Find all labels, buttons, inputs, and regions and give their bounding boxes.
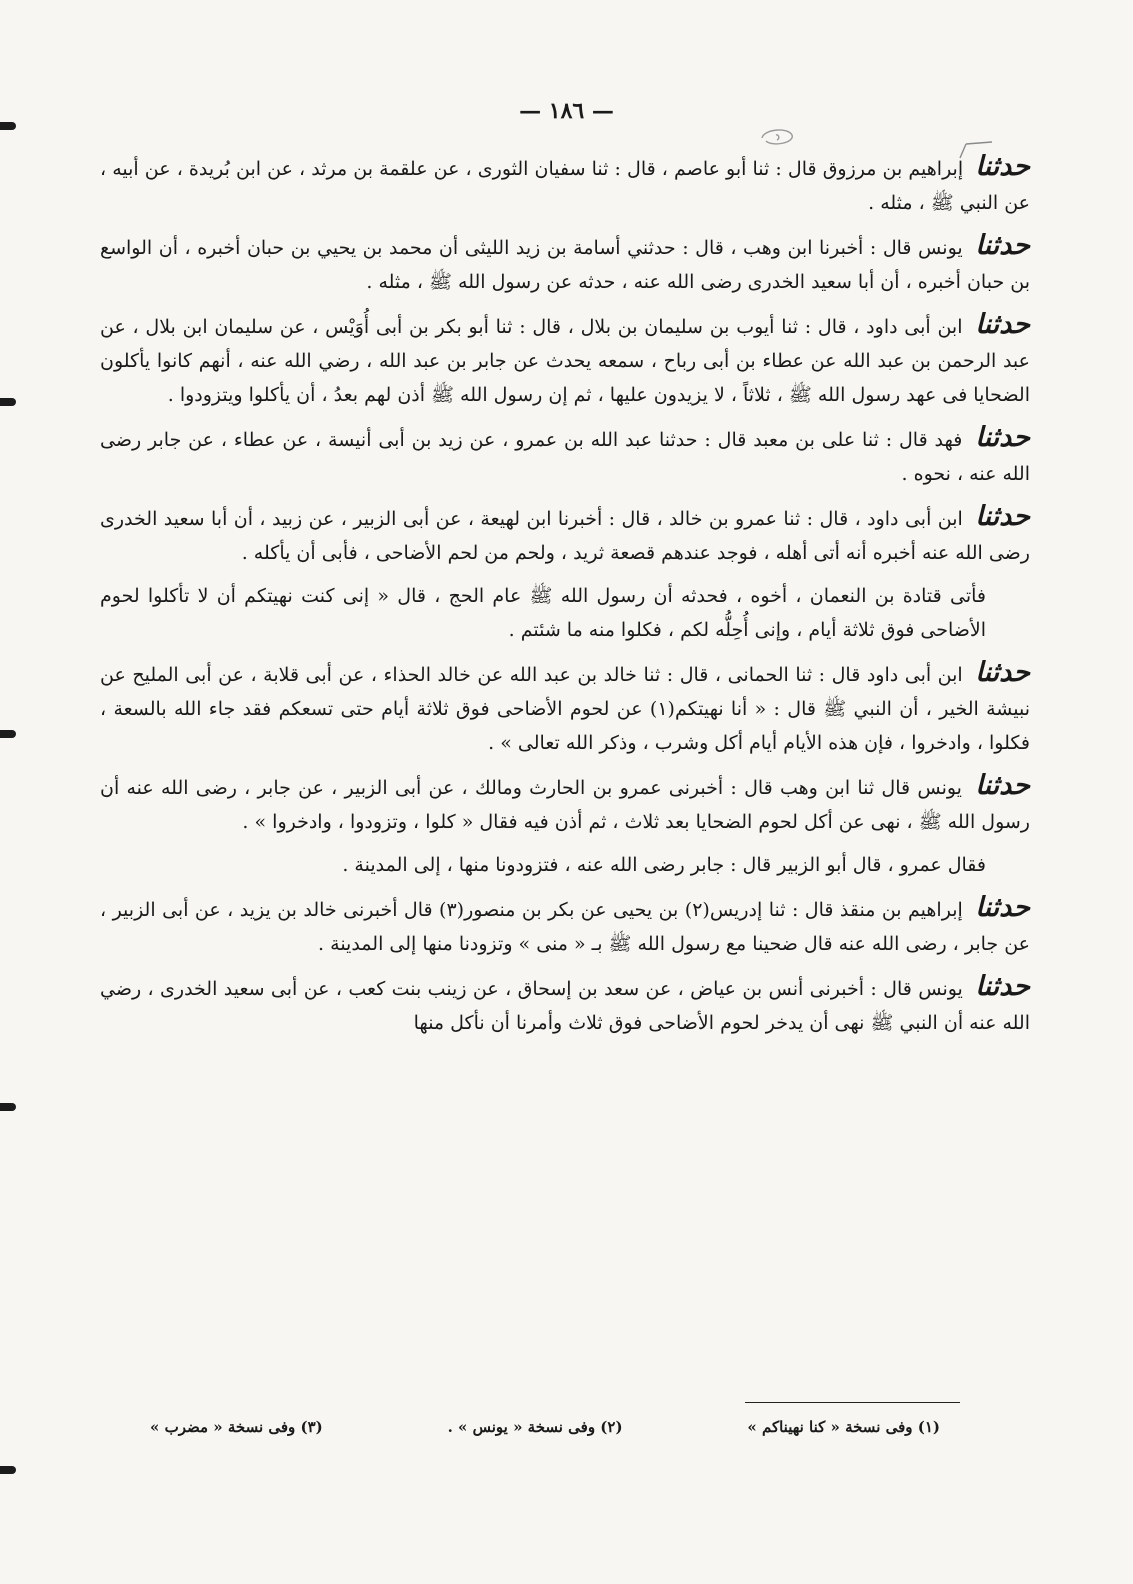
hadith-text: إبراهيم بن منقذ قال : ثنا إدريس(٢) بن يحيى عن بكر بن منصور(٣) قال أخبرنى خالد بن يزيد ، عن أبى الزبير ، عن جابر ، رضى الله عنه قال ضحينا مع رسول الله ﷺ بـ « منى » وتزودنا منها إلى المدينة . bbox=[100, 899, 1030, 955]
hadith-text: فأتى قتادة بن النعمان ، أخوه ، فحدثه أن رسول الله ﷺ عام الحج ، قال « إنى كنت نهيتكم أن لا تأكلوا لحوم الأضاحى فوق ثلاثة أيام ، وإنى أُحِلُّه لكم ، فكلوا منه ما شئتم . bbox=[100, 585, 986, 641]
hadith-paragraph bbox=[100, 150, 1030, 220]
binding-mark bbox=[0, 1103, 16, 1111]
page-number: — ١٨٦ — bbox=[519, 98, 614, 124]
hadith-text: يونس قال ثنا ابن وهب قال : أخبرنى عمرو بن الحارث ومالك ، عن أبى الزبير ، عن جابر ، رضى الله عنه أن رسول الله ﷺ ، نهى عن أكل لحوم الضحايا بعد ثلاث ، ثم أذن فيه فقال « كلوا ، وتزودوا ، وادخروا » . bbox=[100, 777, 1030, 833]
hadith-continuation bbox=[100, 579, 1030, 647]
footnote-1: (١) وفى نسخة « كنا نهيناكم » bbox=[747, 1418, 940, 1436]
hadith-paragraph bbox=[100, 421, 1030, 491]
binding-mark bbox=[0, 730, 16, 738]
hadith-paragraph bbox=[100, 500, 1030, 570]
hadith-paragraph bbox=[100, 769, 1030, 839]
hadith-lead-word: حدثنا bbox=[975, 971, 1030, 1002]
hadith-text: فقال عمرو ، قال أبو الزبير قال : جابر رضى الله عنه ، فتزودونا منها ، إلى المدينة . bbox=[342, 854, 986, 876]
footnotes bbox=[150, 1418, 940, 1436]
hadith-text: ابن أبى داود ، قال : ثنا أيوب بن سليمان بن بلال ، قال : ثنا أبو بكر بن أبى أُوَيْس ، عن سليمان ابن بلال ، عن عبد الرحمن بن عبد الله عن عطاء بن أبى رباح ، سمعه يحدث عن جابر بن عبد الله ، رضي الله عنه ، أنهم كانوا يأكلون الضحايا فى عهد رسول الله ﷺ ، ثلاثاً ، لا يزيدون عليها ، ثم إن رسول الله ﷺ أذن لهم بعدُ ، أن يأكلوا ويتزودوا . bbox=[100, 316, 1030, 406]
hadith-text: يونس قال : أخبرنى أنس بن عياض ، عن سعد بن إسحاق ، عن زينب بنت كعب ، عن أبى سعيد الخدرى ، رضي الله عنه أن النبي ﷺ نهى أن يدخر لحوم الأضاحى فوق ثلاث وأمرنا أن نأكل منها bbox=[100, 978, 1030, 1034]
hadith-text: إبراهيم بن مرزوق قال : ثنا أبو عاصم ، قال : ثنا سفيان الثورى ، عن علقمة بن مرثد ، عن ابن بُريدة ، عن أبيه ، عن النبي ﷺ ، مثله . bbox=[100, 158, 1030, 214]
hadith-lead-word: حدثنا bbox=[975, 770, 1030, 801]
hadith-continuation bbox=[100, 848, 1030, 882]
hadith-text: ابن أبى داود ، قال : ثنا عمرو بن خالد ، قال : أخبرنا ابن لهيعة ، عن أبى الزبير ، عن زبيد ، أن أبا سعيد الخدرى رضى الله عنه أخبره أنه أتى أهله ، فوجد عندهم قصعة ثريد ، ولحم من لحم الأضاحى ، فأبى أن يأكله . bbox=[100, 508, 1030, 564]
hadith-lead-word: حدثنا bbox=[975, 657, 1030, 688]
pencil-scribble-mark bbox=[758, 126, 796, 148]
hadith-lead-word: حدثنا bbox=[975, 501, 1030, 532]
hadith-paragraph bbox=[100, 656, 1030, 760]
hadith-text: ابن أبى داود قال : ثنا الحمانى ، قال : ثنا خالد بن عبد الله عن خالد الحذاء ، عن أبى قلابة ، عن أبى المليح عن نبيشة الخير ، أن النبي ﷺ قال : « أنا نهيتكم(١) عن لحوم الأضاحى فوق ثلاثة أيام حتى تسعكم فقد جاء الله بالسعة ، فكلوا ، وادخروا ، فإن هذه الأيام أيام أكل وشرب ، وذكر الله تعالى » . bbox=[100, 664, 1030, 754]
hadith-lead-word: حدثنا bbox=[975, 422, 1030, 453]
hadith-paragraph bbox=[100, 970, 1030, 1040]
binding-mark bbox=[0, 398, 16, 406]
footnote-2: (٢) وفى نسخة « يونس » . bbox=[447, 1418, 623, 1436]
page-body bbox=[100, 150, 1030, 1049]
hadith-lead-word: حدثنا bbox=[975, 230, 1030, 261]
hadith-text: يونس قال : أخبرنا ابن وهب ، قال : حدثني أسامة بن زيد الليثى أن محمد بن يحيي بن حبان أخبره ، أن الواسع بن حبان أخبره ، أن أبا سعيد الخدرى رضى الله عنه ، حدثه عن رسول الله ﷺ ، مثله . bbox=[100, 237, 1030, 293]
binding-mark bbox=[0, 122, 16, 130]
hadith-lead-word: حدثنا bbox=[975, 892, 1030, 923]
hadith-paragraph bbox=[100, 229, 1030, 299]
hadith-lead-word: حدثنا bbox=[975, 309, 1030, 340]
hadith-lead-word: حدثنا bbox=[975, 151, 1030, 182]
hadith-text: فهد قال : ثنا على بن معبد قال : حدثنا عبد الله بن عمرو ، عن زيد بن أبى أنيسة ، عن عطاء ، عن جابر رضى الله عنه ، نحوه . bbox=[100, 429, 1030, 485]
hadith-paragraph bbox=[100, 308, 1030, 412]
binding-mark bbox=[0, 1466, 16, 1474]
hadith-paragraph bbox=[100, 891, 1030, 961]
footnote-divider bbox=[745, 1402, 960, 1403]
footnote-3: (٣) وفى نسخة « مضرب » bbox=[150, 1418, 323, 1436]
